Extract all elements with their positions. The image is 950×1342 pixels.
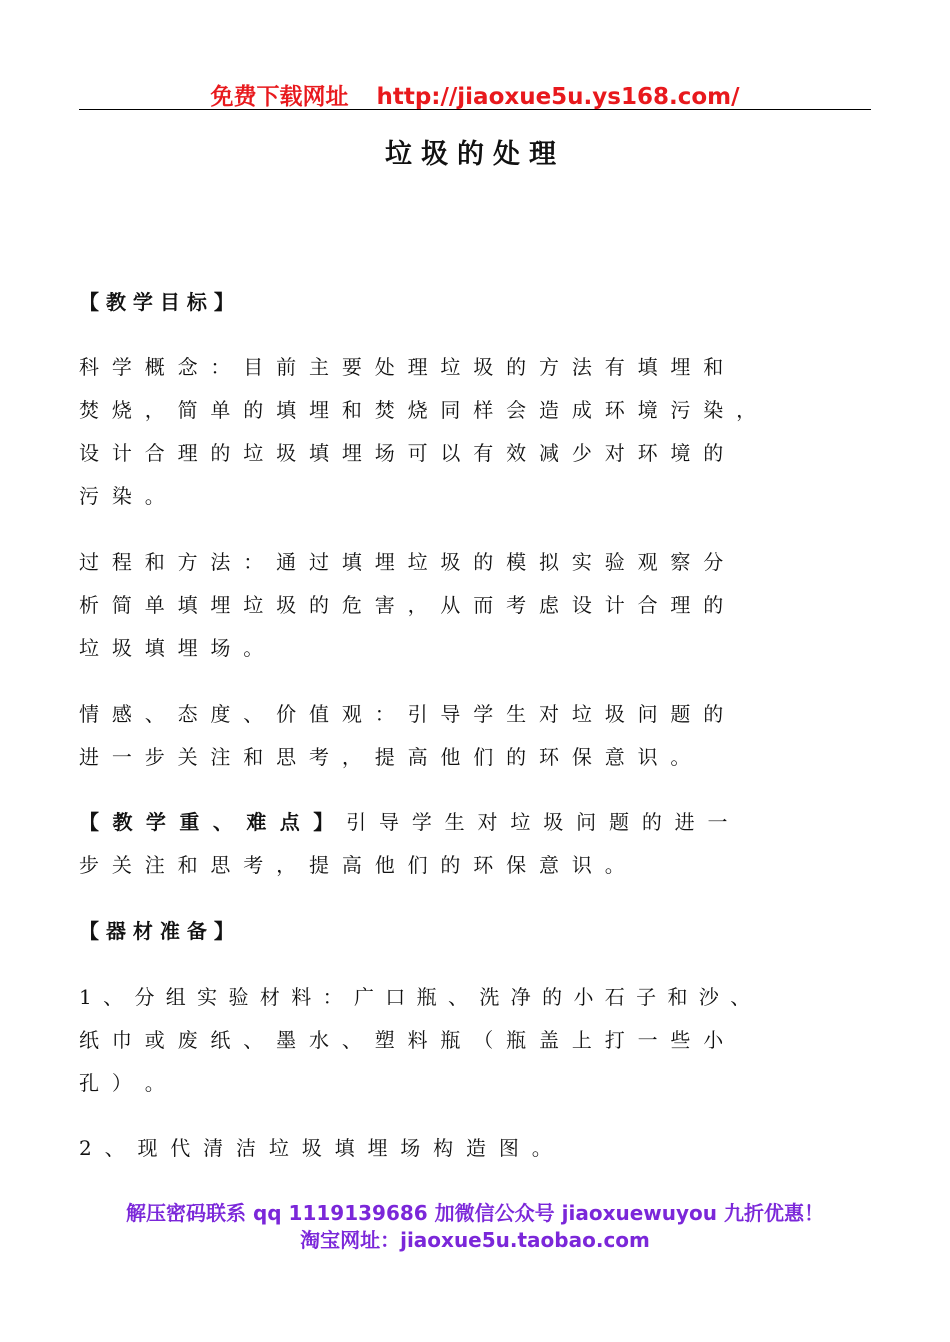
paragraph-line: 焚 烧 ， 简 单 的 填 埋 和 焚 烧 同 样 会 造 成 环 境 污 染 ，: [79, 398, 757, 422]
paragraph-line: 科 学 概 念 ： 目 前 主 要 处 理 垃 圾 的 方 法 有 填 埋 和: [79, 355, 724, 379]
paragraph-line: 设 计 合 理 的 垃 圾 填 埋 场 可 以 有 效 减 少 对 环 境 的: [79, 441, 724, 465]
section-heading-keypoints: 【 教 学 重 、 难 点 】: [79, 810, 334, 834]
paragraph-line: 孔 ） 。: [79, 1071, 165, 1095]
page-title: 垃圾的处理: [385, 139, 565, 170]
paragraph-line: 过 程 和 方 法 ： 通 过 填 埋 垃 圾 的 模 拟 实 验 观 察 分: [79, 550, 724, 574]
paragraph-line: 析 简 单 填 埋 垃 圾 的 危 害 ， 从 而 考 虑 设 计 合 理 的: [79, 593, 724, 617]
keypoint-paragraph: 【 教 学 重 、 难 点 】 引 导 学 生 对 垃 圾 问 题 的 进 一: [79, 810, 728, 834]
paragraph-line: 情 感 、 态 度 、 价 值 观 ： 引 导 学 生 对 垃 圾 问 题 的: [79, 702, 724, 726]
header-divider: [79, 109, 871, 110]
paragraph-line: 垃 圾 填 埋 场 。: [79, 636, 264, 660]
footer-contact: 解压密码联系 qq 1119139686 加微信公众号 jiaoxuewuyou 九折优惠！: [126, 1201, 824, 1225]
footer-shop-link[interactable]: 淘宝网址：jiaoxue5u.taobao.com: [300, 1228, 650, 1252]
header-label: 免费下载网址: [210, 84, 349, 110]
download-header: [0, 78, 950, 111]
paragraph-line: 纸 巾 或 废 纸 、 墨 水 、 塑 料 瓶 （ 瓶 盖 上 打 一 些 小: [79, 1028, 724, 1052]
paragraph-line: 进 一 步 关 注 和 思 考 ， 提 高 他 们 的 环 保 意 识 。: [79, 745, 691, 769]
section-heading-objectives: 【 教 学 目 标 】: [79, 290, 234, 314]
list-item: 1 、 分 组 实 验 材 料 ： 广 口 瓶 、 洗 净 的 小 石 子 和 沙 、: [79, 985, 751, 1009]
paragraph-line: 步 关 注 和 思 考 ， 提 高 他 们 的 环 保 意 识 。: [79, 853, 625, 877]
section-heading-materials: 【 器 材 准 备 】: [79, 919, 234, 943]
paragraph-line: 污 染 。: [79, 484, 165, 508]
list-item: 2 、 现 代 清 洁 垃 圾 填 埋 场 构 造 图 。: [79, 1136, 552, 1160]
header-url-link[interactable]: http://jiaoxue5u.ys168.com/: [376, 84, 740, 110]
